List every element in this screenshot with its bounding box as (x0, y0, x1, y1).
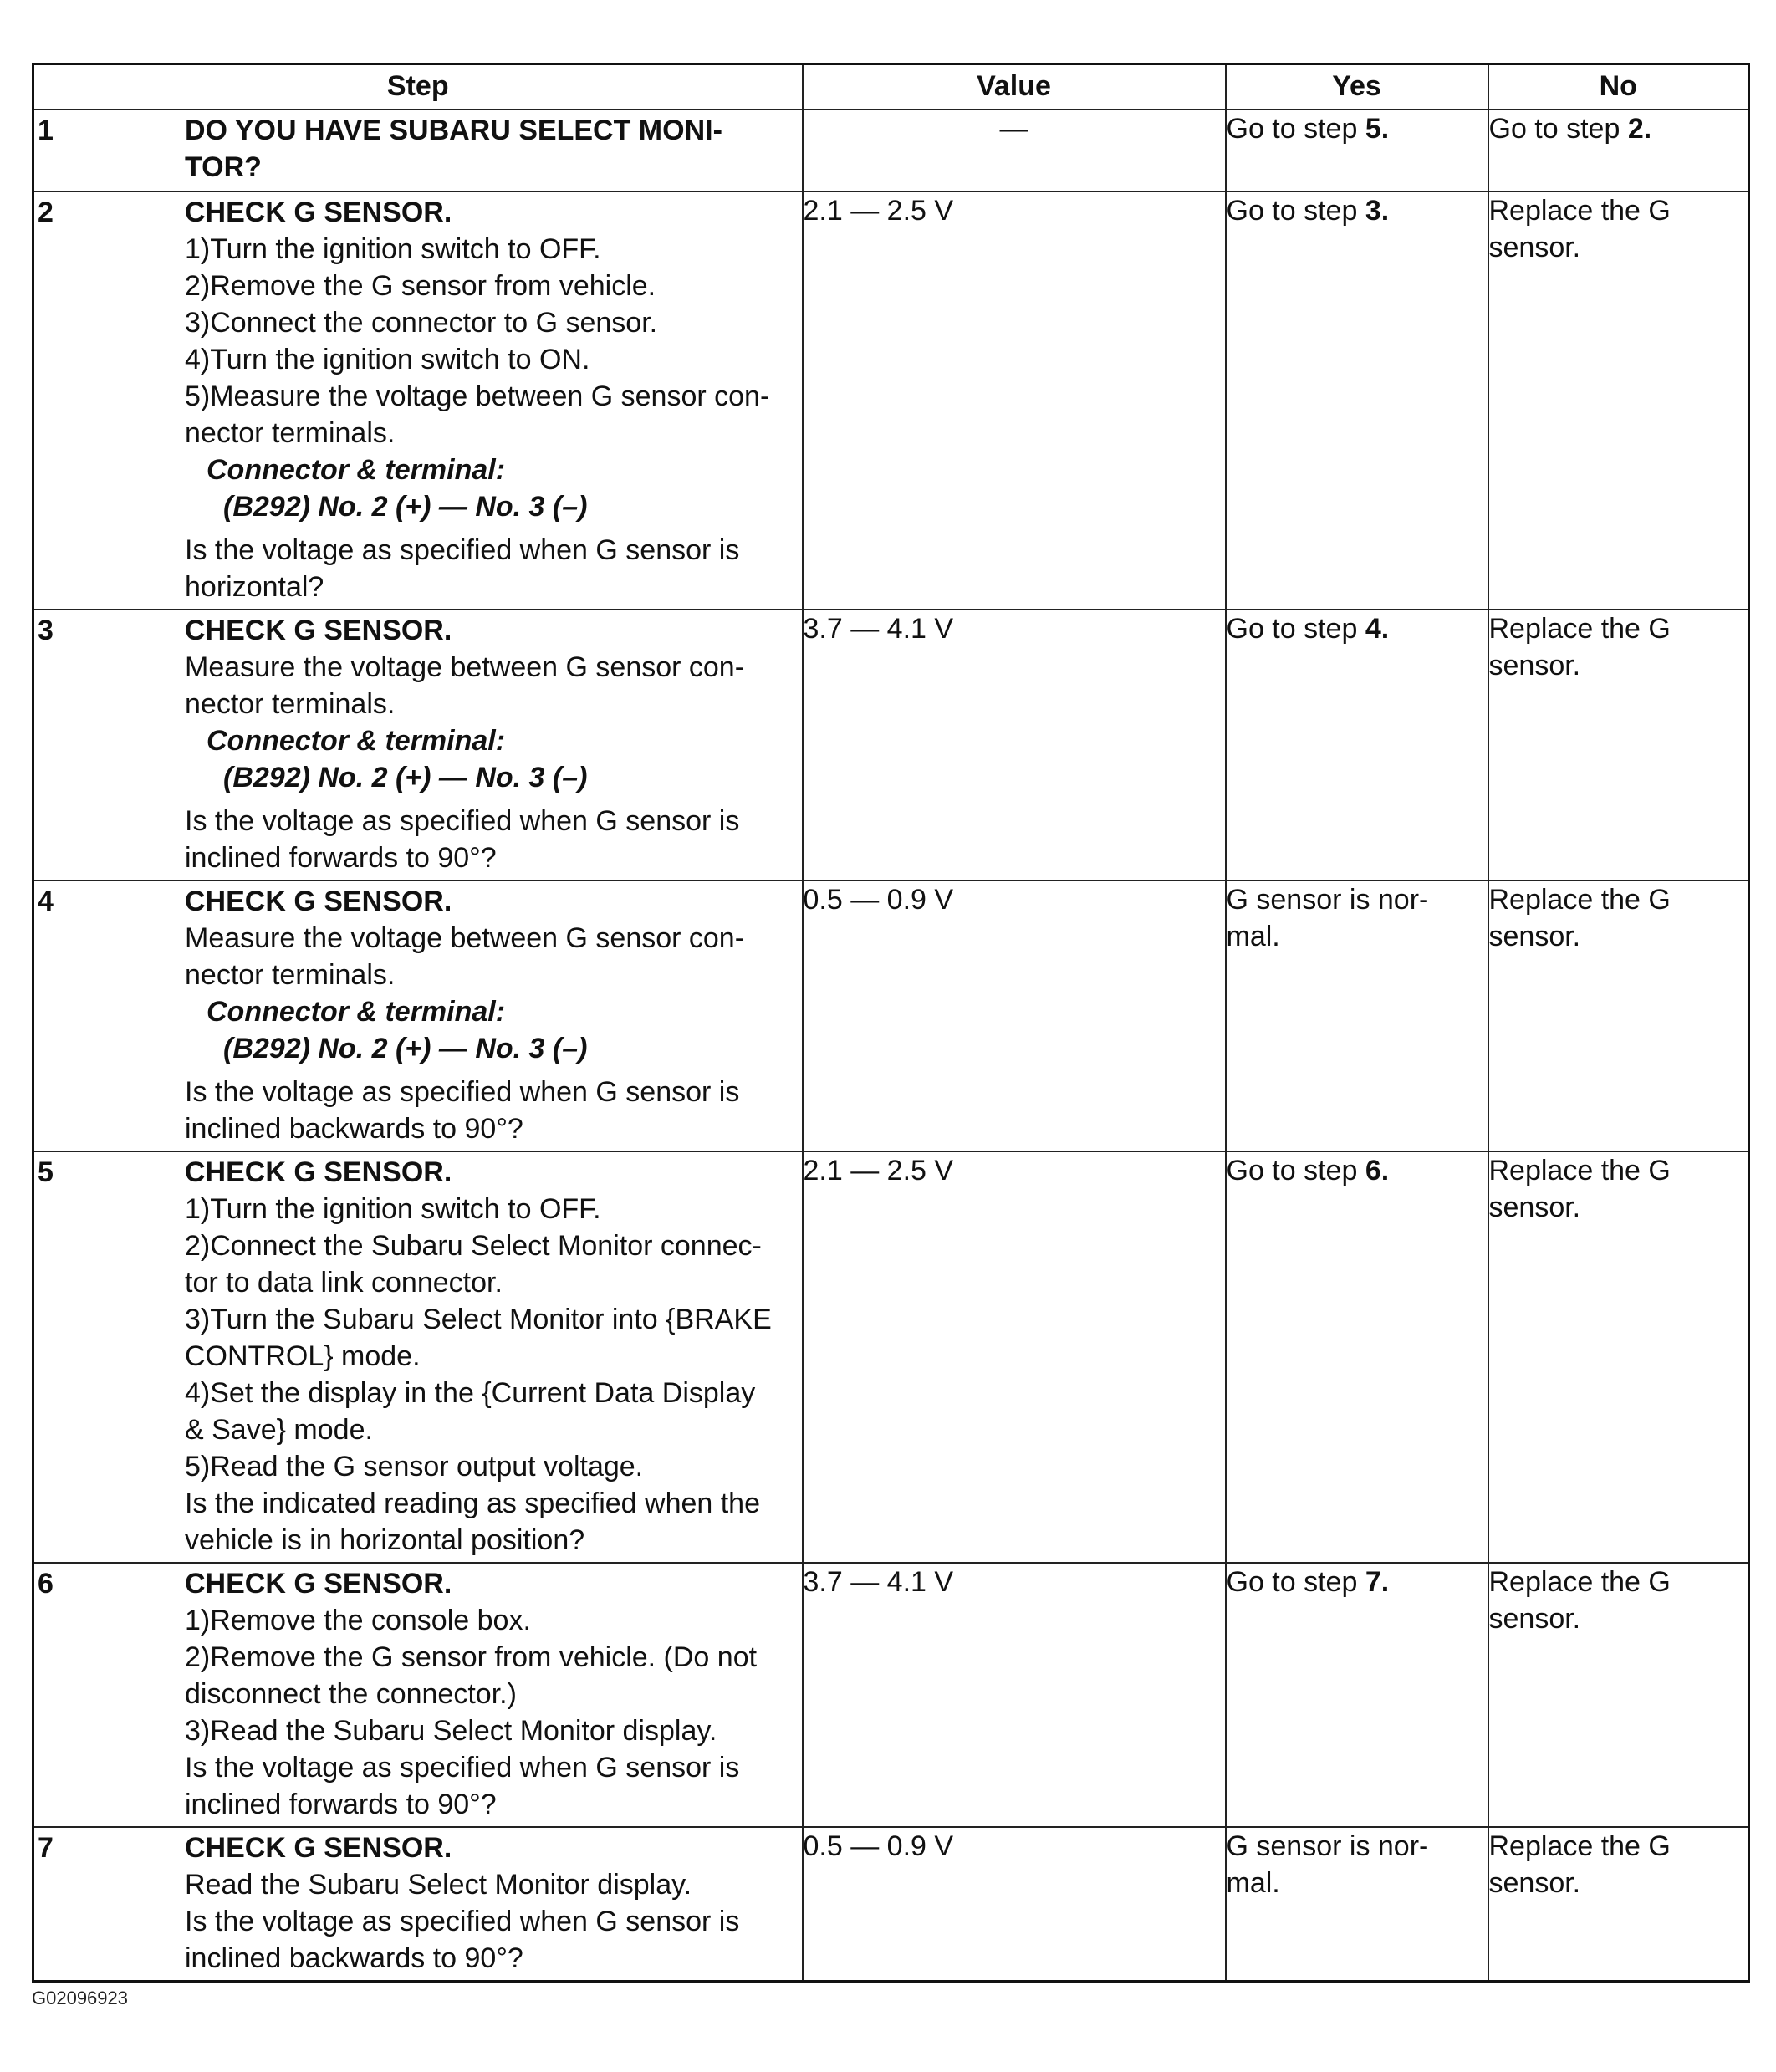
value-cell: 3.7 — 4.1 V (803, 610, 1226, 880)
step-cell (33, 880, 803, 1151)
step-number: 4 (38, 885, 54, 917)
step-line: 1)Turn the ignition switch to OFF. (185, 1193, 601, 1225)
no-text: Replace the G (1488, 1830, 1671, 1862)
step-line: vehicle is in horizontal position? (185, 1524, 585, 1556)
step-line: Measure the voltage between G sensor con- (185, 922, 745, 954)
table-row (33, 110, 1749, 191)
yes-text: Go to step (1226, 1155, 1365, 1187)
connector-value: (B292) No. 2 (+) — No. 3 (–) (223, 491, 588, 523)
yes-text: G sensor is nor- (1226, 884, 1429, 916)
no-text: Replace the G (1488, 1155, 1671, 1187)
connector-value: (B292) No. 2 (+) — No. 3 (–) (223, 762, 588, 794)
step-line: CONTROL} mode. (185, 1340, 421, 1372)
step-title: CHECK G SENSOR. (185, 885, 452, 917)
step-line: 5)Measure the voltage between G sensor con- (185, 380, 770, 412)
header-yes: Yes (1226, 64, 1488, 110)
step-line: 3)Turn the Subaru Select Monitor into {BRAKE (185, 1304, 772, 1335)
step-line: & Save} mode. (185, 1414, 373, 1446)
step-line: 2)Remove the G sensor from vehicle. (185, 270, 656, 302)
step-number: 7 (38, 1832, 54, 1864)
no-text: Go to step (1488, 113, 1628, 145)
no-text: Replace the G (1488, 613, 1671, 645)
step-line: 4)Turn the ignition switch to ON. (185, 344, 590, 375)
step-title: CHECK G SENSOR. (185, 1832, 452, 1864)
step-line: Is the voltage as specified when G sensor is (185, 1906, 740, 1937)
step-title: CHECK G SENSOR. (185, 196, 452, 228)
step-line: Is the indicated reading as specified when the (185, 1488, 761, 1519)
connector-value: (B292) No. 2 (+) — No. 3 (–) (223, 1033, 588, 1064)
yes-text: Go to step (1226, 113, 1365, 145)
step-number: 1 (38, 115, 54, 146)
step-line: 5)Read the G sensor output voltage. (185, 1451, 644, 1483)
step-cell (33, 610, 803, 880)
yes-cell (1226, 110, 1488, 191)
step-title: CHECK G SENSOR. (185, 1156, 452, 1188)
step-question: inclined forwards to 90°? (185, 842, 497, 874)
no-text: sensor. (1488, 1603, 1581, 1635)
table-row (33, 191, 1749, 610)
header-value: Value (803, 64, 1226, 110)
step-cell (33, 191, 803, 610)
step-line: inclined forwards to 90°? (185, 1789, 497, 1820)
no-text: sensor. (1488, 1192, 1581, 1223)
figure-code: G02096923 (32, 1988, 128, 2008)
step-line: 4)Set the display in the {Current Data Display (185, 1377, 756, 1409)
yes-cell (1226, 1563, 1488, 1827)
step-line: 3)Connect the connector to G sensor. (185, 307, 658, 339)
step-line: 3)Read the Subaru Select Monitor display. (185, 1715, 717, 1747)
step-title: TOR? (185, 151, 262, 183)
step-number: 6 (38, 1568, 54, 1600)
connector-label: Connector & terminal: (207, 996, 506, 1028)
value-cell: 2.1 — 2.5 V (803, 1151, 1226, 1563)
no-text: sensor. (1488, 650, 1581, 681)
no-cell (1488, 1827, 1749, 1982)
step-line: nector terminals. (185, 417, 396, 449)
step-question: inclined backwards to 90°? (185, 1113, 523, 1145)
yes-text: G sensor is nor- (1226, 1830, 1429, 1862)
table-row (33, 880, 1749, 1151)
no-text: sensor. (1488, 232, 1581, 263)
yes-cell (1226, 1151, 1488, 1563)
value-cell: 0.5 — 0.9 V (803, 880, 1226, 1151)
yes-cell (1226, 1827, 1488, 1982)
value-cell: 2.1 — 2.5 V (803, 191, 1226, 610)
no-cell (1488, 1563, 1749, 1827)
diagnostic-table (32, 63, 1750, 1983)
table-row (33, 1827, 1749, 1982)
no-text: Replace the G (1488, 884, 1671, 916)
no-cell (1488, 191, 1749, 610)
step-title: CHECK G SENSOR. (185, 1568, 452, 1600)
yes-text: Go to step (1226, 195, 1365, 227)
yes-text: Go to step (1226, 613, 1365, 645)
yes-cell (1226, 610, 1488, 880)
yes-step-ref: 4. (1365, 613, 1390, 645)
value-cell: 3.7 — 4.1 V (803, 1563, 1226, 1827)
step-cell (33, 110, 803, 191)
step-cell (33, 1827, 803, 1982)
step-title: DO YOU HAVE SUBARU SELECT MONI- (185, 115, 722, 146)
step-number: 3 (38, 615, 54, 646)
yes-text: Go to step (1226, 1566, 1365, 1598)
header-no: No (1488, 64, 1749, 110)
table-row (33, 1151, 1749, 1563)
no-text: sensor. (1488, 1867, 1581, 1899)
step-line: nector terminals. (185, 688, 396, 720)
step-question: horizontal? (185, 571, 324, 603)
step-line: 1)Remove the console box. (185, 1605, 531, 1636)
yes-step-ref: 5. (1365, 113, 1390, 145)
step-number: 5 (38, 1156, 54, 1188)
yes-step-ref: 3. (1365, 195, 1390, 227)
yes-cell (1226, 191, 1488, 610)
no-text: Replace the G (1488, 195, 1671, 227)
table-row (33, 1563, 1749, 1827)
step-number: 2 (38, 196, 54, 228)
header-step: Step (33, 64, 803, 110)
yes-step-ref: 6. (1365, 1155, 1390, 1187)
step-question: Is the voltage as specified when G sensor is (185, 534, 740, 566)
step-line: disconnect the connector.) (185, 1678, 517, 1710)
step-question: Is the voltage as specified when G sensor is (185, 1076, 740, 1108)
step-cell (33, 1151, 803, 1563)
step-line: 2)Remove the G sensor from vehicle. (Do not (185, 1641, 758, 1673)
no-cell (1488, 880, 1749, 1151)
table-row (33, 610, 1749, 880)
step-line: Is the voltage as specified when G sensor is (185, 1752, 740, 1784)
no-cell (1488, 1151, 1749, 1563)
no-step-ref: 2. (1627, 113, 1652, 145)
yes-cell (1226, 880, 1488, 1151)
value-cell: 0.5 — 0.9 V (803, 1827, 1226, 1982)
yes-step-ref: 7. (1365, 1566, 1390, 1598)
value-cell: — (803, 110, 1226, 191)
no-cell (1488, 110, 1749, 191)
step-cell (33, 1563, 803, 1827)
step-line: Measure the voltage between G sensor con- (185, 651, 745, 683)
no-cell (1488, 610, 1749, 880)
yes-text: mal. (1226, 921, 1280, 952)
no-text: sensor. (1488, 921, 1581, 952)
step-line: tor to data link connector. (185, 1267, 503, 1299)
yes-text: mal. (1226, 1867, 1280, 1899)
step-line: Read the Subaru Select Monitor display. (185, 1869, 692, 1901)
step-line: 1)Turn the ignition switch to OFF. (185, 233, 601, 265)
connector-label: Connector & terminal: (207, 725, 506, 757)
step-line: inclined backwards to 90°? (185, 1942, 523, 1974)
step-title: CHECK G SENSOR. (185, 615, 452, 646)
table-header-row (33, 64, 1749, 110)
step-line: nector terminals. (185, 959, 396, 991)
step-question: Is the voltage as specified when G sensor is (185, 805, 740, 837)
no-text: Replace the G (1488, 1566, 1671, 1598)
step-line: 2)Connect the Subaru Select Monitor connec- (185, 1230, 762, 1262)
connector-label: Connector & terminal: (207, 454, 506, 486)
